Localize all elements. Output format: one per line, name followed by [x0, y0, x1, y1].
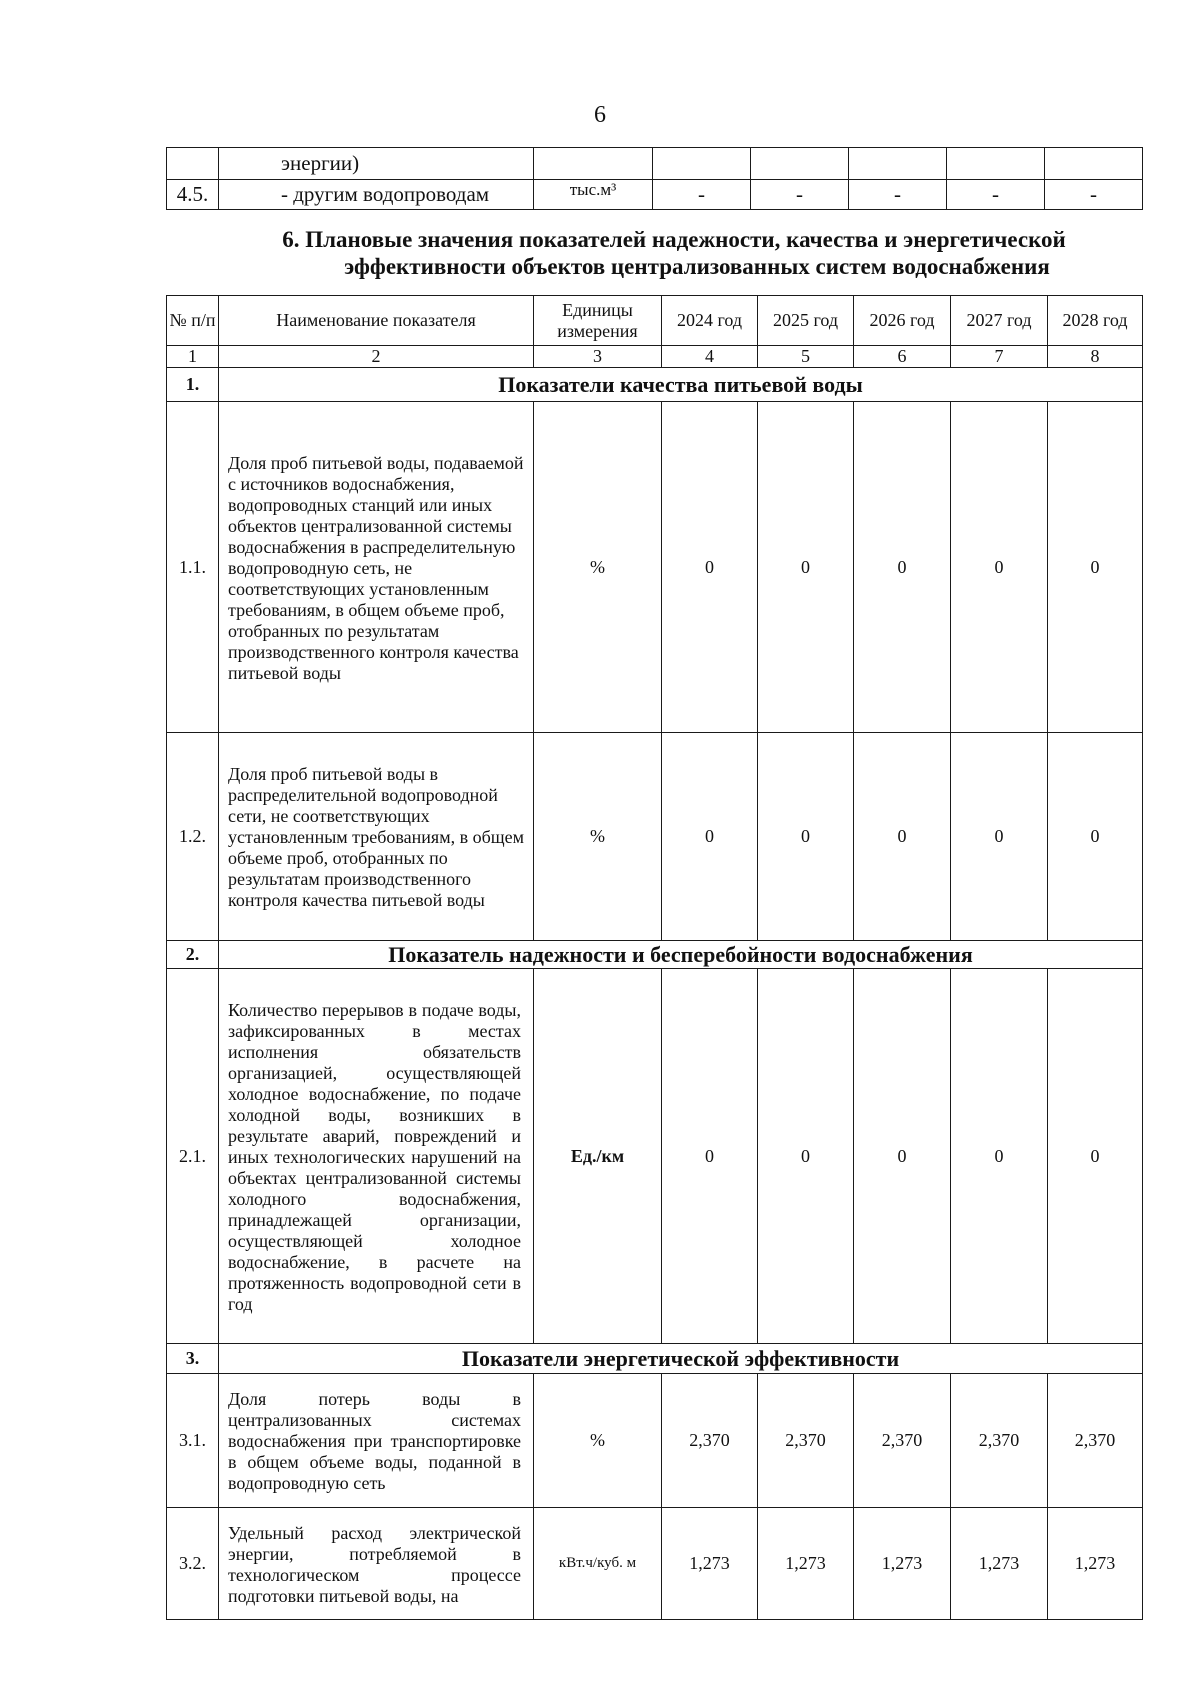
table-row — [167, 733, 1143, 941]
indicator-name: Доля проб питьевой воды, подаваемой с источников водоснабжения, водопроводных станций или иных объектов централизованной системы водоснабжения в распределительную водопроводную сеть, не соответствующих установленным требованиям, в общем объеме проб, отобранных по результатам производственного контроля качества питьевой воды — [219, 402, 534, 733]
value-cell: 0 — [951, 733, 1048, 941]
header-year: 2024 год — [662, 296, 758, 346]
indicator-name: - другим водопроводам — [219, 180, 534, 210]
unit-cell: % — [534, 733, 662, 941]
value-cell: - — [947, 180, 1045, 210]
value-cell: 0 — [1048, 402, 1143, 733]
group-title: Показатели энергетической эффективности — [219, 1344, 1143, 1374]
header-year: 2025 год — [758, 296, 854, 346]
row-number: 3.2. — [167, 1508, 219, 1620]
unit-cell: Ед./км — [534, 969, 662, 1344]
header-row — [167, 296, 1143, 346]
column-index: 3 — [534, 346, 662, 368]
row-number: 1.1. — [167, 402, 219, 733]
column-index: 7 — [951, 346, 1048, 368]
value-cell: 1,273 — [951, 1508, 1048, 1620]
indicator-name: Доля проб питьевой воды в распределительной водопроводной сети, не соответствующих установленным требованиям, в общем объеме проб, отобранных по результатам производственного контроля качества питьевой воды — [219, 733, 534, 941]
header-unit: Единицы измерения — [534, 296, 662, 346]
value-cell: 2,370 — [951, 1374, 1048, 1508]
column-index: 4 — [662, 346, 758, 368]
value-cell: 0 — [951, 402, 1048, 733]
header-year: 2028 год — [1048, 296, 1143, 346]
unit-cell: % — [534, 1374, 662, 1508]
group-title: Показатели качества питьевой воды — [219, 368, 1143, 402]
indicators-table — [166, 295, 1143, 1620]
header-name: Наименование показателя — [219, 296, 534, 346]
value-cell: 0 — [758, 969, 854, 1344]
group-number: 2. — [167, 941, 219, 969]
table-row — [167, 1374, 1143, 1508]
page-number: 6 — [594, 102, 606, 128]
value-cell: 1,273 — [662, 1508, 758, 1620]
value-cell: 0 — [662, 969, 758, 1344]
row-number: 4.5. — [167, 180, 219, 210]
column-index: 5 — [758, 346, 854, 368]
value-cell: - — [653, 180, 751, 210]
value-cell: 0 — [1048, 969, 1143, 1344]
group-header-row — [167, 941, 1143, 969]
row-number: 3.1. — [167, 1374, 219, 1508]
value-cell: 2,370 — [662, 1374, 758, 1508]
header-year: 2027 год — [951, 296, 1048, 346]
group-header-row — [167, 1344, 1143, 1374]
column-index-row — [167, 346, 1143, 368]
value-cell: 0 — [662, 733, 758, 941]
section-title-line1: Плановые значения показателей надежности, качества и энергетической — [305, 227, 1066, 252]
value-cell: 0 — [854, 969, 951, 1344]
group-number: 1. — [167, 368, 219, 402]
group-header-row — [167, 368, 1143, 402]
value-cell: 0 — [662, 402, 758, 733]
value-cell: 0 — [758, 402, 854, 733]
value-cell: 2,370 — [758, 1374, 854, 1508]
row-number: 2.1. — [167, 969, 219, 1344]
value-cell: - — [751, 180, 849, 210]
group-title: Показатель надежности и бесперебойности водоснабжения — [219, 941, 1143, 969]
column-index: 1 — [167, 346, 219, 368]
unit-cell: кВт.ч/куб. м — [534, 1508, 662, 1620]
column-index: 2 — [219, 346, 534, 368]
value-cell: 0 — [951, 969, 1048, 1344]
header-num: № п/п — [167, 296, 219, 346]
section-heading — [166, 226, 1142, 280]
indicator-name: Удельный расход электрической энергии, потребляемой в технологическом процессе подготовки питьевой воды, на — [219, 1508, 534, 1620]
value-cell: 0 — [854, 402, 951, 733]
value-cell: 1,273 — [854, 1508, 951, 1620]
table-row — [167, 1508, 1143, 1620]
indicator-name: Количество перерывов в подаче воды, зафиксированных в местах исполнения обязательств организацией, осуществляющей холодное водоснабжение, по подаче холодной воды, возникших в результате аварий, повреждений и иных технологических нарушений на объектах централизованной системы холодного водоснабжения, принадлежащей организации, осуществляющей холодное водоснабжение, в расчете на протяженность водопроводной сети в год — [219, 969, 534, 1344]
unit-cell: тыс.м³ — [534, 180, 653, 210]
continuation-table — [166, 147, 1143, 210]
value-cell: 2,370 — [854, 1374, 951, 1508]
header-year: 2026 год — [854, 296, 951, 346]
indicator-name: Доля потерь воды в централизованных системах водоснабжения при транспортировке в общем объеме воды, поданной в водопроводную сеть — [219, 1374, 534, 1508]
value-cell: 0 — [758, 733, 854, 941]
section-title-line2: эффективности объектов централизованных систем водоснабжения — [344, 254, 1050, 279]
continuation-row — [167, 148, 1143, 180]
value-cell: - — [1045, 180, 1143, 210]
section-number: 6. — [282, 227, 300, 252]
column-index: 6 — [854, 346, 951, 368]
value-cell: 1,273 — [1048, 1508, 1143, 1620]
table-row — [167, 402, 1143, 733]
value-cell: - — [849, 180, 947, 210]
value-cell: 0 — [1048, 733, 1143, 941]
value-cell: 2,370 — [1048, 1374, 1143, 1508]
row-number: 1.2. — [167, 733, 219, 941]
table-row — [167, 969, 1143, 1344]
value-cell: 1,273 — [758, 1508, 854, 1620]
group-number: 3. — [167, 1344, 219, 1374]
continuation-text: энергии) — [219, 148, 534, 180]
column-index: 8 — [1048, 346, 1143, 368]
table-row — [167, 180, 1143, 210]
unit-cell: % — [534, 402, 662, 733]
value-cell: 0 — [854, 733, 951, 941]
